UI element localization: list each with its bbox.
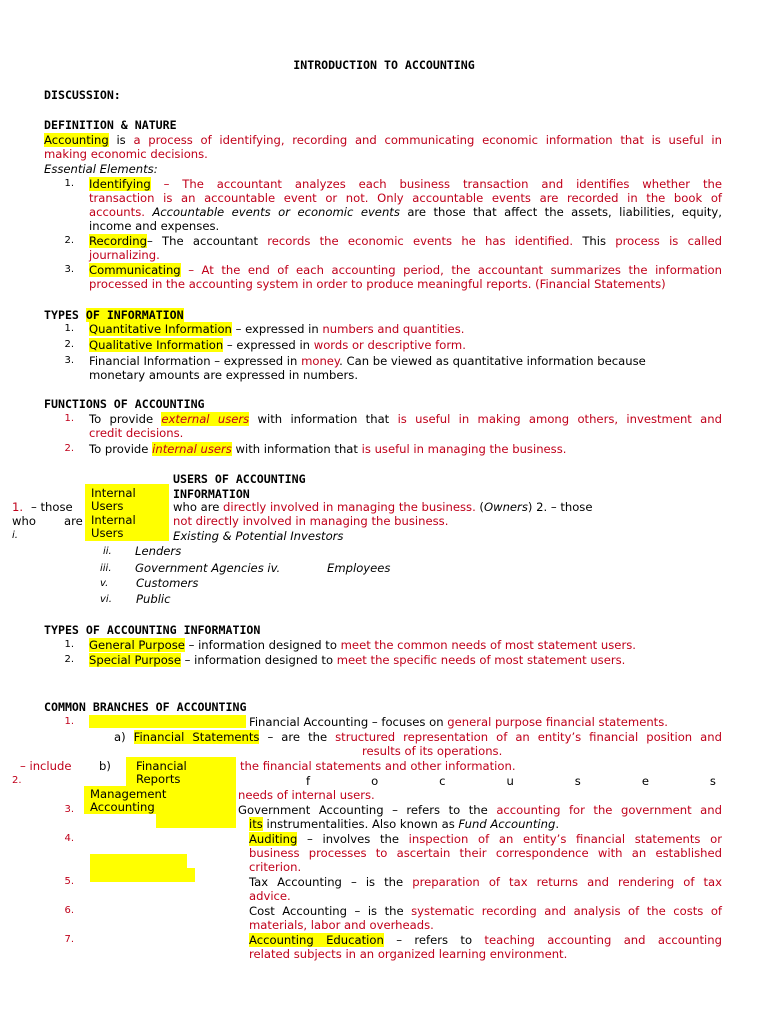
users-box-1b: Users xyxy=(91,499,124,513)
branch-cost-line-2: materials, labor and overheads. xyxy=(249,918,434,932)
users-employees: Employees xyxy=(327,561,391,575)
highlight-bar xyxy=(90,854,187,868)
users-row-2: not directly involved in managing the business. xyxy=(173,514,449,528)
list-number: 2. xyxy=(64,339,74,350)
page-title: INTRODUCTION TO ACCOUNTING xyxy=(293,58,475,72)
branch-government-line-2: its instrumentalities. Also known as Fund Accounting. xyxy=(249,817,559,831)
branch-education-line-2: related subjects in an organized learning environment. xyxy=(249,947,568,961)
list-number: 7. xyxy=(64,934,74,945)
list-number: 6. xyxy=(64,905,74,916)
list-number: 1. xyxy=(64,413,74,424)
branches-heading: COMMON BRANCHES OF ACCOUNTING xyxy=(44,700,247,714)
users-row-2-who: who xyxy=(12,514,36,528)
element-recording: Recording– The accountant records the economic events he has identified. This process is called xyxy=(89,234,723,248)
users-public: Public xyxy=(136,592,171,606)
element-communicating-line-2: processed in the accounting system in order to produce meaningful reports. (Financial Statements) xyxy=(89,277,666,291)
financial-reports-b: Reports xyxy=(136,772,181,786)
roman-numeral: iii. xyxy=(100,563,112,574)
list-number: 1. xyxy=(64,323,74,334)
management-accounting-a: Management xyxy=(90,787,167,801)
users-row-2-are: are xyxy=(64,514,83,528)
users-row-1-those: – those xyxy=(31,500,73,514)
function-external: To provide external users with information that is useful in making among others, investment and xyxy=(89,412,722,426)
branch-financial-statements: a) Financial Statements – are the structured representation of an entity’s financial position and xyxy=(114,730,722,744)
list-number: 1. xyxy=(64,716,74,727)
essential-elements-label: Essential Elements: xyxy=(44,162,158,176)
roman-numeral: vi. xyxy=(100,594,112,605)
users-box-2a: Internal xyxy=(91,513,136,527)
element-identifying-line-2: transaction is an accountable event or not. Only accountable events are recorded in the book of xyxy=(89,191,722,205)
acct-special-purpose: Special Purpose – information designed to meet the specific needs of most statement users. xyxy=(89,653,626,667)
accounting-term: Accounting xyxy=(44,133,109,147)
include-dash: – include xyxy=(20,759,72,773)
users-row-1: who are directly involved in managing the business. (Owners) 2. – those xyxy=(173,500,593,514)
types-acct-heading: TYPES OF ACCOUNTING INFORMATION xyxy=(44,623,261,637)
definition-line-2: making economic decisions. xyxy=(44,147,208,161)
element-identifying: Identifying – The accountant analyzes each business transaction and identifies whether the xyxy=(89,177,722,191)
branch-tax-line-2: advice. xyxy=(249,889,291,903)
users-heading-line-2: INFORMATION xyxy=(173,487,250,501)
acct-general-purpose: General Purpose – information designed to meet the common needs of most statement users. xyxy=(89,638,636,652)
types-info-heading: TYPES OF INFORMATION xyxy=(44,308,184,322)
roman-numeral: v. xyxy=(100,578,109,589)
info-quantitative: Quantitative Information – expressed in numbers and quantities. xyxy=(89,322,465,336)
function-internal: To provide internal users with information that is useful in managing the business. xyxy=(89,442,567,456)
focuses-spread: f o c u s e s xyxy=(306,774,716,788)
list-number: 1. xyxy=(64,639,74,650)
users-box-1a: Internal xyxy=(91,486,136,500)
list-number: 4. xyxy=(64,833,74,844)
branch-education: Accounting Education – refers to teaching accounting and accounting xyxy=(249,933,722,947)
branch-government: Government Accounting – refers to the accounting for the government and xyxy=(238,803,722,817)
info-qualitative: Qualitative Information – expressed in words or descriptive form. xyxy=(89,338,466,352)
discussion-label: DISCUSSION: xyxy=(44,88,121,102)
list-number: 2. xyxy=(64,443,74,454)
users-investors: Existing & Potential Investors xyxy=(173,529,344,543)
list-number: 3. xyxy=(64,355,74,366)
highlight-bar xyxy=(90,868,195,882)
list-number: 2. xyxy=(12,775,22,786)
list-number: 2. xyxy=(64,654,74,665)
element-identifying-line-4: income and expenses. xyxy=(89,219,220,233)
users-customers: Customers xyxy=(136,576,199,590)
element-recording-line-2: journalizing. xyxy=(89,248,160,262)
users-heading-line-1: USERS OF ACCOUNTING xyxy=(173,472,306,486)
branch-auditing-line-2: business processes to ascertain their correspondence with an established xyxy=(249,846,722,860)
info-financial: Financial Information – expressed in money. Can be viewed as quantitative information because xyxy=(89,354,646,368)
highlight-bar xyxy=(156,814,236,828)
list-number: 3. xyxy=(64,804,74,815)
list-number: 5. xyxy=(64,876,74,887)
functions-heading: FUNCTIONS OF ACCOUNTING xyxy=(44,397,205,411)
definition-heading: DEFINITION & NATURE xyxy=(44,118,177,132)
element-communicating: Communicating – At the end of each accounting period, the accountant summarizes the information xyxy=(89,263,722,277)
branch-financial-statements-line-2: results of its operations. xyxy=(362,744,503,758)
definition-line-1: Accounting is a process of identifying, recording and communicating economic information that is useful in xyxy=(44,133,723,147)
users-row-1-number: 1. xyxy=(12,500,24,514)
users-box-2b: Users xyxy=(91,526,124,540)
element-identifying-line-3: accounts. Accountable events or economic events are those that affect the assets, liabilities, equity, xyxy=(89,205,722,219)
branch-cost: Cost Accounting – is the systematic recording and analysis of the costs of xyxy=(249,904,722,918)
financial-reports-text: the financial statements and other information. xyxy=(240,759,516,773)
highlight-bar xyxy=(89,715,246,728)
branch-auditing: Auditing – involves the inspection of an entity’s financial statements or xyxy=(249,832,723,846)
roman-numeral: ii. xyxy=(103,546,112,557)
branch-auditing-line-3: criterion. xyxy=(249,860,302,874)
include-b: b) xyxy=(99,759,111,773)
management-accounting-text: needs of internal users. xyxy=(238,788,375,802)
list-number: 1. xyxy=(64,178,74,189)
roman-numeral: i. xyxy=(12,530,18,541)
branch-financial: Financial Accounting – focuses on general purpose financial statements. xyxy=(249,715,668,729)
branch-tax: Tax Accounting – is the preparation of tax returns and rendering of tax xyxy=(249,875,722,889)
list-number: 3. xyxy=(64,264,74,275)
list-number: 2. xyxy=(64,235,74,246)
users-lenders: Lenders xyxy=(135,544,182,558)
users-government: Government Agencies iv. xyxy=(135,561,281,575)
management-accounting-b: Accounting xyxy=(90,800,155,814)
financial-reports-a: Financial xyxy=(136,759,187,773)
function-external-line-2: credit decisions. xyxy=(89,426,184,440)
info-financial-line-2: monetary amounts are expressed in numbers. xyxy=(89,368,359,382)
